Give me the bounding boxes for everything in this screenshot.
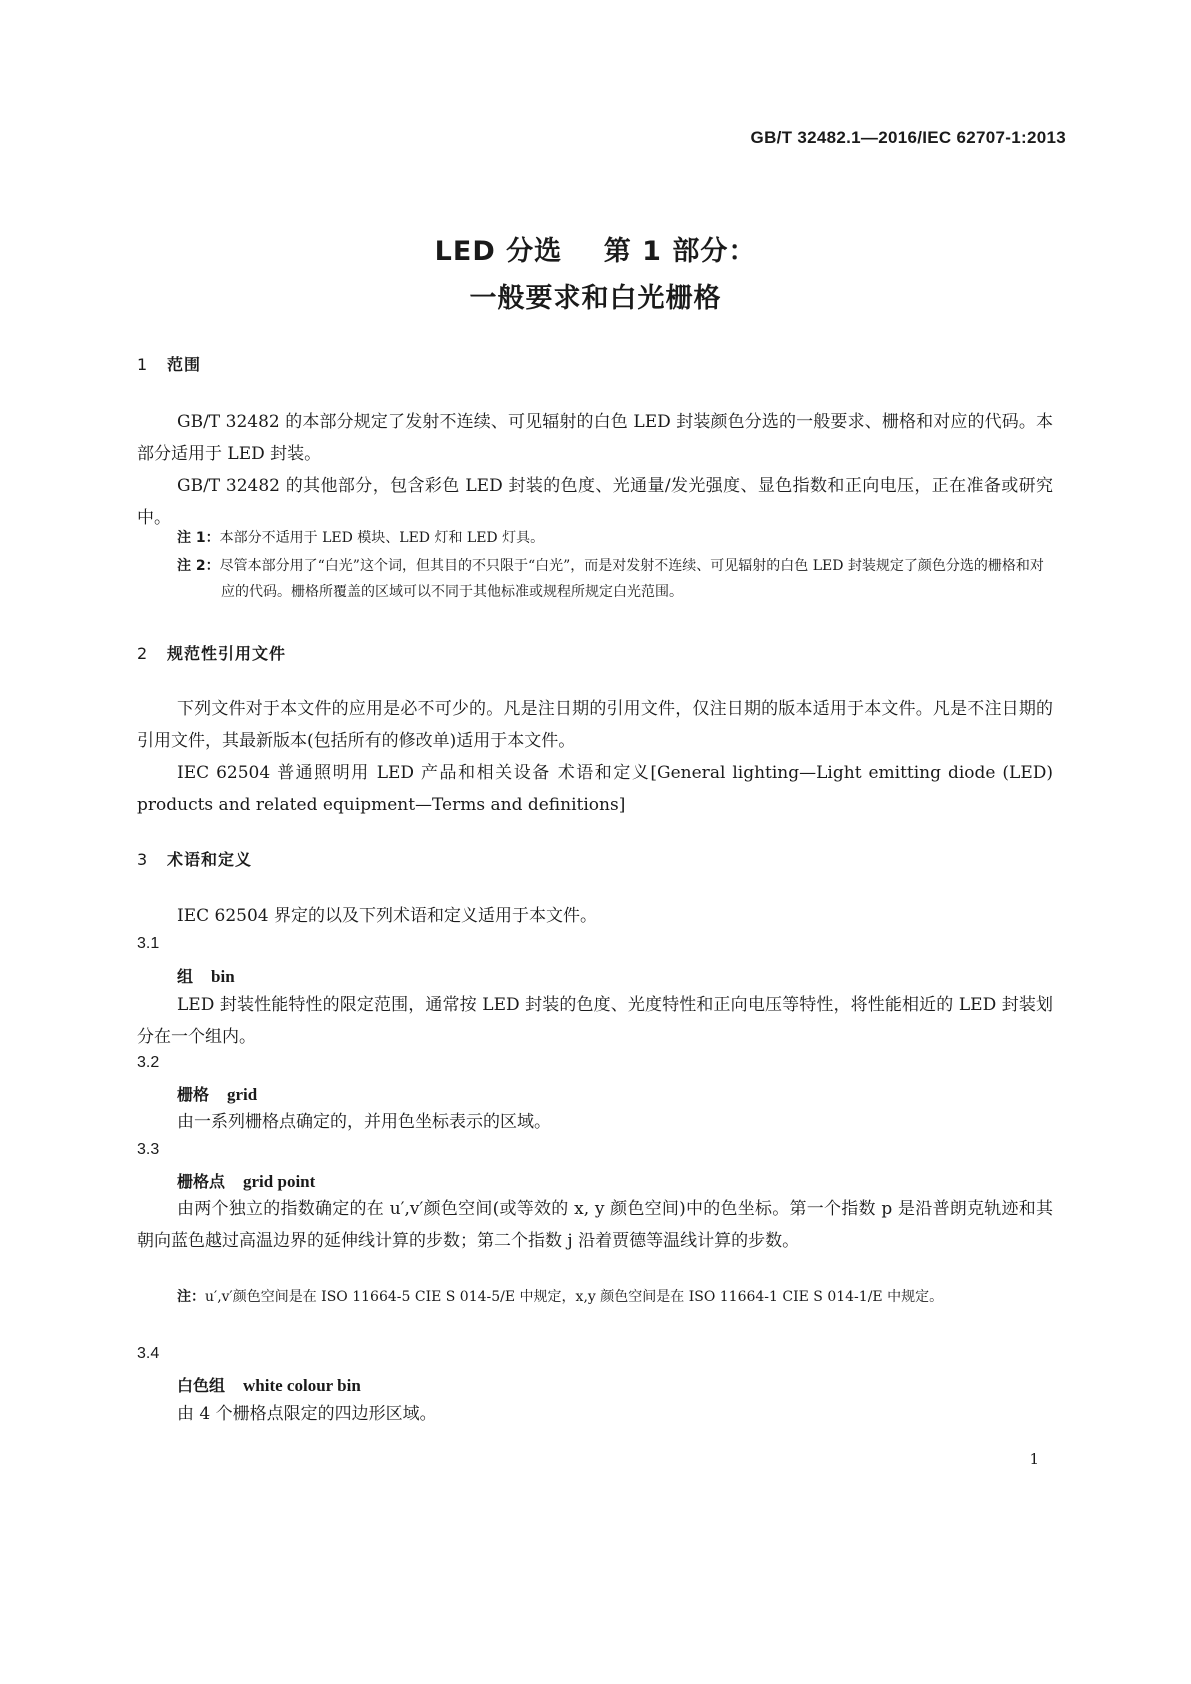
note-text: 本部分不适用于 LED 模块、LED 灯和 LED 灯具。 xyxy=(219,530,545,546)
term-3-3-note xyxy=(177,1284,1053,1310)
term-3-4-number: 3.4 xyxy=(137,1345,160,1362)
term-3-1-number: 3.1 xyxy=(137,935,160,952)
note-label: 注 1： xyxy=(177,530,220,546)
term-cn: 组 xyxy=(177,967,194,986)
document-title xyxy=(0,228,1191,322)
note-label: 注 2： xyxy=(177,558,220,574)
section-1-paragraph-2: GB/T 32482 的其他部分，包含彩色 LED 封装的色度、光通量/发光强度、显色指数和正向电压，正在准备或研究中。 xyxy=(137,476,1053,528)
section-title: 范围 xyxy=(167,355,202,374)
standard-code: GB/T 32482.1—2016/IEC 62707-1:2013 xyxy=(750,128,1066,147)
term-3-4-definition: 由 4 个栅格点限定的四边形区域。 xyxy=(177,1404,437,1424)
term-en: grid point xyxy=(243,1172,316,1191)
section-number: 1 xyxy=(137,355,149,374)
term-3-3-number: 3.3 xyxy=(137,1141,160,1158)
term-3-2-number: 3.2 xyxy=(137,1054,160,1071)
note-text: u′,v′颜色空间是在 ISO 11664-5 CIE S 014-5/E 中规定，x,y 颜色空间是在 ISO 11664-1 CIE S 014-1/E 中规定。 xyxy=(205,1289,944,1305)
section-title: 规范性引用文件 xyxy=(167,644,287,663)
term-cn: 栅格 xyxy=(177,1085,210,1104)
term-cn: 栅格点 xyxy=(177,1172,226,1191)
term-3-3-title xyxy=(177,1169,315,1192)
term-en: white colour bin xyxy=(243,1376,361,1395)
note-text: 尽管本部分用了“白光”这个词，但其目的不只限于“白光”，而是对发射不连续、可见辐射的白色 LED 封装规定了颜色分选的栅格和对应的代码。栅格所覆盖的区域可以不同于其他标准或规程所规定白光范围。 xyxy=(219,558,1044,600)
section-number: 2 xyxy=(137,644,149,663)
section-title: 术语和定义 xyxy=(167,850,253,869)
term-3-2-title xyxy=(177,1082,257,1105)
section-3-heading xyxy=(137,847,252,870)
term-3-1-title xyxy=(177,964,235,987)
term-3-1-definition: LED 封装性能特性的限定范围，通常按 LED 封装的色度、光度特性和正向电压等特性，将性能相近的 LED 封装划分在一个组内。 xyxy=(137,995,1053,1047)
title-line-1: LED 分选 第 1 部分： xyxy=(434,236,757,267)
section-1-paragraph-1: GB/T 32482 的本部分规定了发射不连续、可见辐射的白色 LED 封装颜色分选的一般要求、栅格和对应的代码。本部分适用于 LED 封装。 xyxy=(137,412,1053,464)
section-2-heading xyxy=(137,641,286,664)
section-2-paragraph-1: 下列文件对于本文件的应用是必不可少的。凡是注日期的引用文件，仅注日期的版本适用于本文件。凡是不注日期的引用文件，其最新版本(包括所有的修改单)适用于本文件。 xyxy=(137,699,1053,751)
term-en: grid xyxy=(227,1085,258,1104)
title-line-2: 一般要求和白光栅格 xyxy=(469,283,722,314)
term-3-2-definition: 由一系列栅格点确定的，并用色坐标表示的区域。 xyxy=(177,1112,551,1132)
section-1-note-2 xyxy=(177,553,1053,605)
section-2-reference: IEC 62504 普通照明用 LED 产品和相关设备 术语和定义[General lighting—Light emitting diode (LED) products and related equipment—Terms and definitions] xyxy=(137,763,1053,815)
term-en: bin xyxy=(211,967,235,986)
term-3-3-definition: 由两个独立的指数确定的在 u′,v′颜色空间(或等效的 x, y 颜色空间)中的色坐标。第一个指数 p 是沿普朗克轨迹和其朝向蓝色越过高温边界的延伸线计算的步数；第二个指数 j 沿着贾德等温线计算的步数。 xyxy=(137,1199,1053,1251)
section-1-heading xyxy=(137,352,201,375)
section-3-paragraph-1: IEC 62504 界定的以及下列术语和定义适用于本文件。 xyxy=(177,906,598,926)
section-1-note-1 xyxy=(177,525,1053,551)
section-number: 3 xyxy=(137,850,149,869)
term-3-4-title xyxy=(177,1373,361,1396)
term-cn: 白色组 xyxy=(177,1376,226,1395)
note-label: 注： xyxy=(177,1289,205,1305)
page-number: 1 xyxy=(1029,1450,1039,1468)
